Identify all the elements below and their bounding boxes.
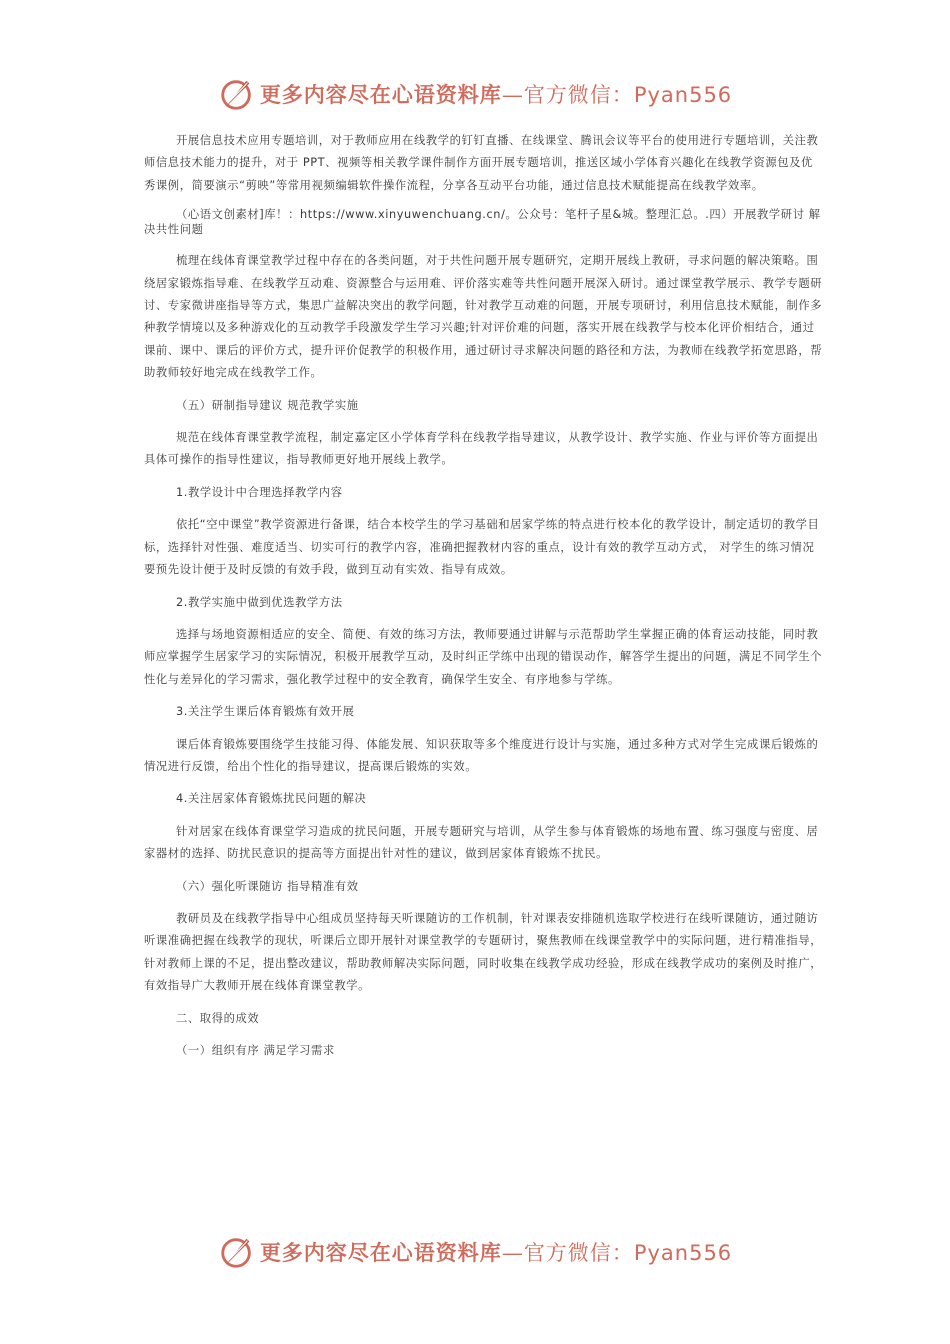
paragraph-visits: 教研员及在线教学指导中心组成员坚持每天听课随访的工作机制，针对课表安排随机选取学校进行在线听课随访，通过随访听课准确把握在线教学的现状，听课后立即开展针对课堂教学的专题研讨，聚焦教师在线课堂教学中的实际问题，进行精准指导，针对教师上课的不足，提出整改建议，帮助教师解决实际问题，同时收集在线教学成功经验，形成在线教学成功的案例及时推广，有效指导广大教师开展在线体育课堂教学。 bbox=[144, 911, 823, 993]
section-heading-results-1: （一）组织有序 满足学习需求 bbox=[176, 1044, 335, 1057]
subheading-2: 2.教学实施中做到优选教学方法 bbox=[176, 595, 343, 609]
subheading-1: 1.教学设计中合理选择教学内容 bbox=[176, 485, 343, 499]
banner-wechat-id: Pyan556 bbox=[633, 1241, 733, 1265]
banner-title: 更多内容尽在心语资料库 bbox=[259, 1240, 502, 1265]
section-heading-5: （五）研制指导建议 规范教学实施 bbox=[176, 398, 359, 412]
paragraph-training: 开展信息技术应用专题培训，对于教师应用在线教学的钉钉直播、在线课堂、腾讯会议等平台的使用进行专题培训，关注教师信息技术能力的提升，对于 PPT、视频等相关教学课件制作方面开展专题培训，推送区域小学体育兴趣化在线教学资源包及优秀课例，简要演示“剪映”等常用视频编辑软件操作流程，分享各互动平台功能，通过信息技术赋能提高在线教学效率。 bbox=[144, 134, 819, 192]
footer-banner bbox=[0, 1232, 950, 1272]
subheading-3: 3.关注学生课后体育锻炼有效开展 bbox=[176, 705, 355, 719]
subheading-4: 4.关注居家体育锻炼扰民问题的解决 bbox=[176, 792, 367, 806]
banner-title: 更多内容尽在心语资料库 bbox=[259, 82, 502, 107]
paragraph-design: 依托“空中课堂”教学资源进行备课，结合本校学生的学习基础和居家学练的特点进行校本化的教学设计，制定适切的教学目标，选择针对性强、难度适当、切实可行的教学内容，准确把握教材内容的重点，设计有效的教学互动方式， 对学生的练习情况要预先设计便于及时反馈的有效手段，做到互动有实效、指导有成效。 bbox=[144, 518, 820, 577]
quill-logo-icon bbox=[218, 1233, 256, 1271]
section-heading-6: （六）强化听课随访 指导精准有效 bbox=[176, 879, 359, 893]
banner-subtitle: —官方微信： bbox=[501, 83, 634, 107]
document-body bbox=[144, 130, 824, 1062]
banner-text bbox=[260, 79, 732, 109]
paragraph-guidance: 规范在线体育课堂教学流程，制定嘉定区小学体育学科在线教学指导建议，从教学设计、教学实施、作业与评价等方面提出具体可操作的指导性建议，指导教师更好地开展线上教学。 bbox=[144, 431, 819, 467]
paragraph-noise: 针对居家在线体育课堂学习造成的扰民问题，开展专题研究与培训，从学生参与体育锻炼的场地布置、练习强度与密度、居家器材的选择、防扰民意识的提高等方面提出针对性的建议，做到居家体育锻炼不扰民。 bbox=[144, 824, 819, 861]
banner-subtitle: —官方微信： bbox=[501, 1241, 634, 1265]
header-banner bbox=[0, 74, 950, 114]
section-heading-results: 二、取得的成效 bbox=[176, 1011, 260, 1025]
paragraph-common-problems: 梳理在线体育课堂教学过程中存在的各类问题，对于共性问题开展专题研究，定期开展线上教研，寻求问题的解决策略。围绕居家锻炼指导难、在线教学互动难、资源整合与运用难、评价落实难等共性问题开展深入研讨。通过课堂教学展示、教学专题研讨、专家微讲座指导等方式，集思广益解决突出的教学问题，针对教学互动难的问题，开展专项研讨，利用信息技术赋能，制作多种教学情境以及多种游戏化的互动教学手段激发学生学习兴趣;针对评价难的问题，落实开展在线教学与校本化评价相结合，通过课前、课中、课后的评价方式，提升评价促教学的积极作用，通过研讨寻求解决问题的路径和方法，为教师在线教学拓宽思路，帮助教师较好地完成在线教学工作。 bbox=[144, 254, 823, 380]
paragraph-source-note: （心语文创素材]库！：https://www.xinyuwenchuang.cn/。公众号：笔杆子星&城。整理汇总。.四）开展教学研讨 解决共性问题 bbox=[144, 208, 821, 237]
quill-logo-icon bbox=[218, 75, 256, 113]
banner-wechat-id: Pyan556 bbox=[633, 83, 733, 107]
paragraph-after-class: 课后体育锻炼要围绕学生技能习得、体能发展、知识获取等多个维度进行设计与实施，通过多种方式对学生完成课后锻炼的情况进行反馈，给出个性化的指导建议，提高课后锻炼的实效。 bbox=[144, 737, 819, 773]
banner-text bbox=[260, 1237, 732, 1267]
paragraph-methods: 选择与场地资源相适应的安全、简便、有效的练习方法，教师要通过讲解与示范帮助学生掌握正确的体育运动技能，同时教师应掌握学生居家学习的实际情况，积极开展教学互动，及时纠正学练中出现的错误动作，解答学生提出的问题，满足不同学生个性化与差异化的学习需求，强化教学过程中的安全教育，确保学生安全、有序地参与学练。 bbox=[144, 627, 823, 686]
